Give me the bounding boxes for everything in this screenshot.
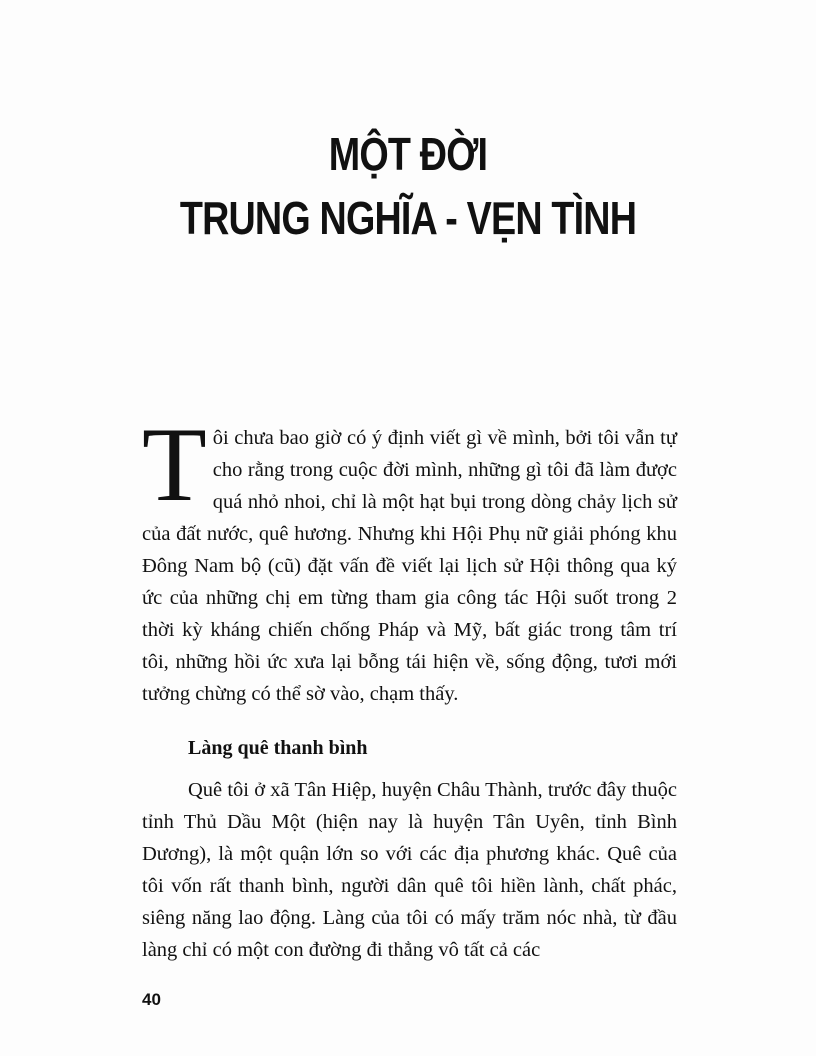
section-heading: Làng quê thanh bình [188,737,368,759]
paragraph-1-text: ôi chưa bao giờ có ý định viết gì về mình, bởi tôi vẫn tự cho rằng trong cuộc đời mình, những gì tôi đã làm được quá nhỏ nhoi, chỉ là một hạt bụi trong dòng chảy lịch sử của đất nước, quê hương. Nhưng khi Hội Phụ nữ giải phóng khu Đông Nam bộ (cũ) đặt vấn đề viết lại lịch sử Hội thông qua ký ức của những chị em từng tham gia công tác Hội suốt trong 2 thời kỳ kháng chiến chống Pháp và Mỹ, bất giác trong tâm trí tôi, những hồi ức xưa lại bỗng tái hiện về, sống động, tươi mới tưởng chừng có thể sờ vào, chạm thấy. [142,427,677,705]
page-number: 40 [142,990,161,1009]
paragraph-2: Quê tôi ở xã Tân Hiệp, huyện Châu Thành, trước đây thuộc tỉnh Thủ Dầu Một (hiện nay là huyện Tân Uyên, tỉnh Bình Dương), là một quận lớn so với các địa phương khác. Quê của tôi vốn rất thanh bình, người dân quê tôi hiền lành, chất phác, siêng năng lao động. Làng của tôi có mấy trăm nóc nhà, từ đầu làng chỉ có một con đường đi thẳng vô tất cả các [142,779,677,961]
chapter-title-line-1: MỘT ĐỜI [328,128,488,180]
chapter-title [73,122,742,250]
drop-cap: T [142,406,207,523]
body-text [142,406,677,966]
paragraph-1 [142,406,677,710]
chapter-title-line-2: TRUNG NGHĨA - VẸN TÌNH [179,192,637,244]
